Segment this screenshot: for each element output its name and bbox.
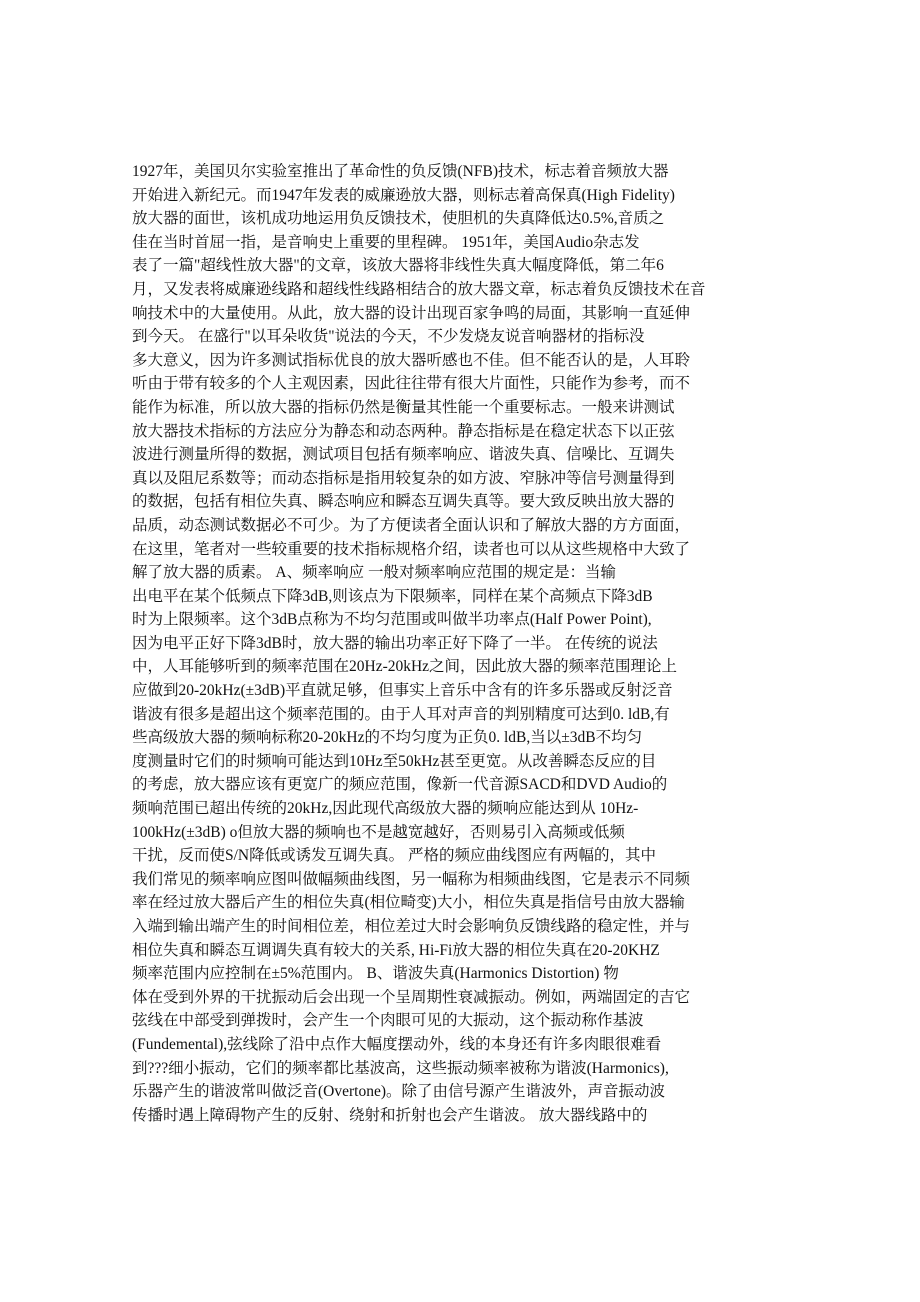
article-body bbox=[132, 160, 782, 1127]
text-line: 时为上限频率。这个3dB点称为不均匀范围或叫做半功率点(Half Power Point), bbox=[132, 611, 652, 629]
text-line: 佳在当时首屈一指，是音响史上重要的里程碑。 1951年，美国Audio杂志发 bbox=[132, 233, 640, 251]
text-line: 放大器技术指标的方法应分为静态和动态两种。静态指标是在稳定状态下以正弦 bbox=[132, 422, 675, 440]
text-line: 开始进入新纪元。而1947年发表的威廉逊放大器，则标志着高保真(High Fidelity) bbox=[132, 186, 675, 204]
text-line: (Fundemental),弦线除了沿中点作大幅度摆动外，线的本身还有许多肉眼很难看 bbox=[132, 1035, 662, 1053]
text-line: 100kHz(±3dB) o但放大器的频响也不是越宽越好，否则易引入高频或低频 bbox=[132, 823, 625, 841]
text-line: 些高级放大器的频响标称20-20kHz的不均匀度为正负0. ldB,当以±3dB不均匀 bbox=[132, 729, 643, 747]
text-line: 率在经过放大器后产生的相位失真(相位畸变)大小，相位失真是指信号由放大器输 bbox=[132, 894, 685, 912]
text-line: 品质，动态测试数据必不可少。为了方便读者全面认识和了解放大器的方方面面， bbox=[132, 516, 691, 534]
text-line: 放大器的面世，该机成功地运用负反馈技术，使胆机的失真降低达0.5%,音质之 bbox=[132, 210, 665, 228]
text-line: 谐波有很多是超出这个频率范围的。由于人耳对声音的判别精度可达到0. ldB,有 bbox=[132, 705, 670, 723]
text-line: 频响范围已超出传统的20kHz,因此现代高级放大器的频响应能达到从 10Hz- bbox=[132, 800, 639, 818]
text-line: 波进行测量所得的数据，测试项目包括有频率响应、谐波失真、信噪比、互调失 bbox=[132, 446, 675, 464]
text-line: 入端到输出端产生的时间相位差，相位差过大时会影响负反馈线路的稳定性，并与 bbox=[132, 918, 691, 935]
text-line: 的数据，包括有相位失真、瞬态响应和瞬态互调失真等。要大致反映出放大器的 bbox=[132, 493, 675, 511]
text-line: 度测量时它们的时频响可能达到10Hz至50kHz甚至更宽。从改善瞬态反应的目 bbox=[132, 752, 657, 770]
text-line: 到今天。 在盛行"以耳朵收货"说法的今天，不少发烧友说音响器材的指标没 bbox=[132, 328, 645, 346]
text-line: 相位失真和瞬态互调调失真有较大的关系, Hi-Fi放大器的相位失真在20-20KHZ bbox=[132, 941, 660, 959]
text-line: 我们常见的频率响应图叫做幅频曲线图，另一幅称为相频曲线图，它是表示不同频 bbox=[132, 870, 691, 888]
text-line: 乐器产生的谐波常叫做泛音(Overtone)。除了由信号源产生谐波外，声音振动波 bbox=[132, 1083, 665, 1101]
text-line: 传播时遇上障碍物产生的反射、绕射和折射也会产生谐波。 放大器线路中的 bbox=[132, 1106, 648, 1124]
text-line: 多大意义，因为许多测试指标优良的放大器听感也不佳。但不能否认的是，人耳聆 bbox=[132, 351, 691, 369]
text-line: 的考虑，放大器应该有更宽广的频应范围，像新一代音源SACD和DVD Audio的 bbox=[132, 776, 668, 794]
text-line: 响技术中的大量使用。从此，放大器的设计出现百家争鸣的局面，其影响一直延伸 bbox=[132, 304, 691, 322]
text-line: 听由于带有较多的个人主观因素，因此往往带有很大片面性，只能作为参考，而不 bbox=[132, 375, 691, 393]
text-line: 在这里，笔者对一些较重要的技术指标规格介绍，读者也可以从这些规格中大致了 bbox=[132, 540, 691, 558]
text-line: 解了放大器的质素。 A、频率响应 一般对频率响应范围的规定是：当输 bbox=[132, 564, 616, 582]
text-line: 体在受到外界的干扰振动后会出现一个呈周期性衰减振动。例如，两端固定的吉它 bbox=[132, 988, 691, 1006]
text-line: 频率范围内应控制在±5%范围内。 B、谐波失真(Harmonics Distortion) 物 bbox=[132, 965, 619, 983]
text-line: 弦线在中部受到弹拨时，会产生一个肉眼可见的大振动，这个振动称作基波 bbox=[132, 1012, 644, 1030]
text-line: 因为电平正好下降3dB时，放大器的输出功率正好下降了一半。 在传统的说法 bbox=[132, 634, 658, 652]
text-line: 月，又发表将威廉逊线路和超线性线路相结合的放大器文章，标志着负反馈技术在音 bbox=[132, 280, 706, 298]
text-line: 真以及阻尼系数等；而动态指标是指用较复杂的如方波、窄脉冲等信号测量得到 bbox=[132, 469, 675, 487]
text-line: 出电平在某个低频点下降3dB,则该点为下限频率，同样在某个高频点下降3dB bbox=[132, 587, 653, 605]
text-line: 表了一篇"超线性放大器"的文章，该放大器将非线性失真大幅度降低，第二年6 bbox=[132, 257, 664, 275]
text-line: 干扰，反而使S/N降低或诱发互调失真。 严格的频应曲线图应有两幅的，其中 bbox=[132, 847, 656, 865]
text-line: 1927年，美国贝尔实验室推出了革命性的负反馈(NFB)技术，标志着音频放大器 bbox=[132, 163, 669, 180]
text-line: 应做到20-20kHz(±3dB)平直就足够，但事实上音乐中含有的许多乐器或反射泛音 bbox=[132, 682, 673, 700]
text-line: 能作为标准，所以放大器的指标仍然是衡量其性能一个重要标志。一般来讲测试 bbox=[132, 398, 675, 416]
text-line: 到???细小振动，它们的频率都比基波高，这些振动频率被称为谐波(Harmonics), bbox=[132, 1059, 669, 1077]
text-line: 中，人耳能够听到的频率范围在20Hz-20kHz之间，因此放大器的频率范围理论上 bbox=[132, 658, 678, 676]
